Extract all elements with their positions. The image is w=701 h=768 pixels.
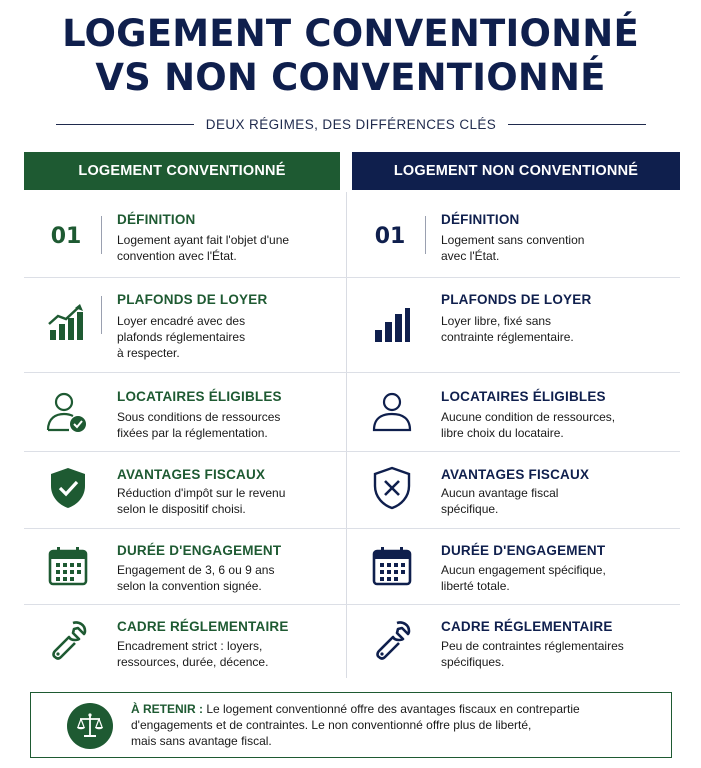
desc-line: fixées par la réglementation. bbox=[117, 426, 268, 440]
desc-line: Encadrement strict : loyers, bbox=[117, 639, 263, 653]
right-framework-desc bbox=[441, 638, 624, 670]
row-divider bbox=[24, 528, 680, 529]
wrench-icon bbox=[370, 618, 414, 662]
right-tenants-title: LOCATAIRES ÉLIGIBLES bbox=[441, 389, 606, 404]
desc-line: convention avec l'État. bbox=[117, 249, 237, 263]
left-framework-desc bbox=[117, 638, 268, 670]
desc-line: ressources, durée, décence. bbox=[117, 655, 269, 669]
desc-line: Sous conditions de ressources bbox=[117, 410, 281, 424]
right-duration-title: DURÉE D'ENGAGEMENT bbox=[441, 543, 606, 558]
left-column-header: LOGEMENT CONVENTIONNÉ bbox=[24, 152, 340, 190]
desc-line: Logement ayant fait l'objet d'une bbox=[117, 233, 290, 247]
desc-line: selon la convention signée. bbox=[117, 579, 262, 593]
user-check-icon bbox=[44, 390, 88, 434]
wrench-icon bbox=[46, 618, 90, 662]
left-tax-title: AVANTAGES FISCAUX bbox=[117, 467, 266, 482]
left-tenants-title: LOCATAIRES ÉLIGIBLES bbox=[117, 389, 282, 404]
desc-line: Loyer libre, fixé sans bbox=[441, 314, 552, 328]
desc-line: à respecter. bbox=[117, 346, 180, 360]
left-framework-title: CADRE RÉGLEMENTAIRE bbox=[117, 619, 289, 634]
column-divider bbox=[346, 192, 347, 678]
shield-x-icon bbox=[370, 466, 414, 510]
desc-line: spécifique. bbox=[441, 502, 499, 516]
right-duration-desc bbox=[441, 562, 606, 594]
left-tax-desc bbox=[117, 485, 285, 517]
remember-box bbox=[30, 692, 672, 758]
number-01-badge: 01 bbox=[374, 223, 406, 249]
desc-line: plafonds réglementaires bbox=[117, 330, 246, 344]
desc-line: Logement sans convention bbox=[441, 233, 585, 247]
row-divider bbox=[24, 451, 680, 452]
remember-label: À RETENIR : bbox=[131, 702, 203, 716]
right-tenants-desc bbox=[441, 409, 615, 441]
desc-line: Engagement de 3, 6 ou 9 ans bbox=[117, 563, 275, 577]
right-definition-desc bbox=[441, 232, 584, 264]
right-tax-desc bbox=[441, 485, 558, 517]
desc-line: liberté totale. bbox=[441, 579, 510, 593]
row-divider bbox=[24, 277, 680, 278]
desc-line: Peu de contraintes réglementaires bbox=[441, 639, 624, 653]
remember-text bbox=[131, 701, 651, 749]
subtitle-row bbox=[56, 116, 646, 132]
icon-separator bbox=[425, 216, 426, 254]
bar-chart-icon bbox=[370, 302, 414, 346]
desc-line: selon le dispositif choisi. bbox=[117, 502, 246, 516]
subtitle-rule-left bbox=[56, 124, 194, 125]
calendar-icon bbox=[370, 544, 414, 588]
title-line-2: VS NON CONVENTIONNÉ bbox=[95, 56, 606, 99]
subtitle: DEUX RÉGIMES, DES DIFFÉRENCES CLÉS bbox=[205, 116, 497, 132]
row-divider bbox=[24, 604, 680, 605]
right-rent-title: PLAFONDS DE LOYER bbox=[441, 292, 592, 307]
right-definition-title: DÉFINITION bbox=[441, 212, 520, 227]
row-divider bbox=[24, 372, 680, 373]
number-01-badge: 01 bbox=[50, 223, 82, 249]
left-rent-title: PLAFONDS DE LOYER bbox=[117, 292, 268, 307]
user-icon bbox=[370, 390, 414, 434]
left-duration-title: DURÉE D'ENGAGEMENT bbox=[117, 543, 282, 558]
right-tax-title: AVANTAGES FISCAUX bbox=[441, 467, 590, 482]
left-tenants-desc bbox=[117, 409, 280, 441]
desc-line: spécifiques. bbox=[441, 655, 505, 669]
right-rent-desc bbox=[441, 313, 574, 345]
right-framework-title: CADRE RÉGLEMENTAIRE bbox=[441, 619, 613, 634]
scales-icon bbox=[67, 703, 113, 749]
icon-separator bbox=[101, 216, 102, 254]
left-definition-desc bbox=[117, 232, 289, 264]
remember-line-2: d'engagements et de contraintes. Le non conventionné offre plus de liberté, bbox=[131, 718, 532, 732]
title-line-1: LOGEMENT CONVENTIONNÉ bbox=[62, 12, 639, 55]
remember-line-1-text: Le logement conventionné offre des avantages fiscaux en contrepartie bbox=[203, 702, 580, 716]
desc-line: Aucun avantage fiscal bbox=[441, 486, 559, 500]
left-duration-desc bbox=[117, 562, 274, 594]
right-column-header: LOGEMENT NON CONVENTIONNÉ bbox=[352, 152, 680, 190]
shield-check-icon bbox=[46, 466, 90, 510]
desc-line: Aucune condition de ressources, bbox=[441, 410, 616, 424]
left-definition-title: DÉFINITION bbox=[117, 212, 196, 227]
page-title bbox=[0, 12, 701, 100]
desc-line: avec l'État. bbox=[441, 249, 500, 263]
desc-line: Réduction d'impôt sur le revenu bbox=[117, 486, 286, 500]
desc-line: libre choix du locataire. bbox=[441, 426, 564, 440]
subtitle-rule-right bbox=[508, 124, 646, 125]
remember-line-1 bbox=[131, 701, 651, 717]
desc-line: contrainte réglementaire. bbox=[441, 330, 574, 344]
remember-line-3: mais sans avantage fiscal. bbox=[131, 734, 272, 748]
icon-separator bbox=[101, 296, 102, 334]
desc-line: Loyer encadré avec des bbox=[117, 314, 246, 328]
calendar-icon bbox=[46, 544, 90, 588]
bar-chart-arrow-icon bbox=[44, 300, 88, 344]
left-rent-desc bbox=[117, 313, 245, 361]
desc-line: Aucun engagement spécifique, bbox=[441, 563, 606, 577]
